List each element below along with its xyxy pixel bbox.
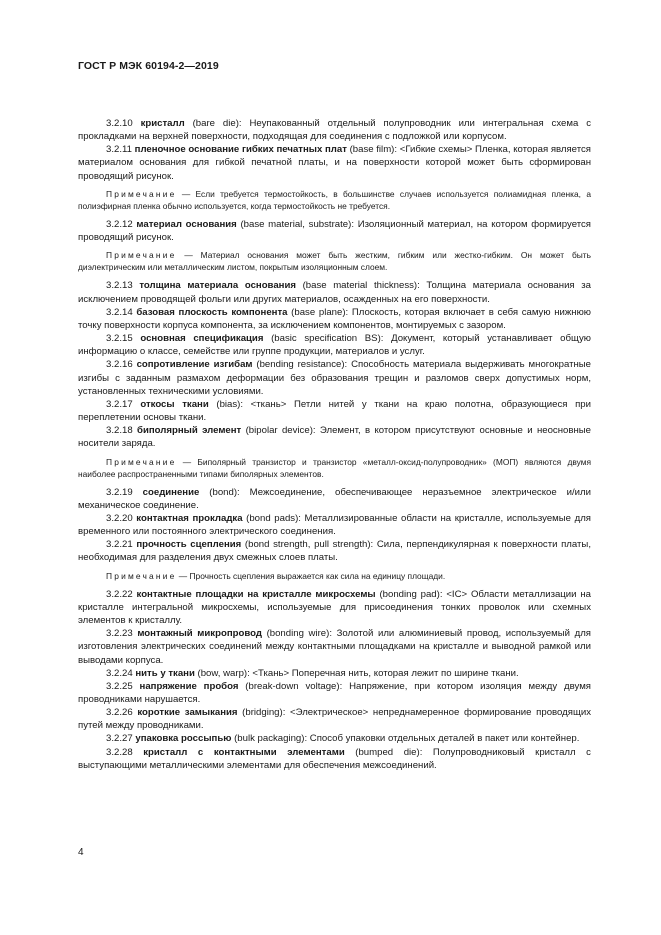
entry-term: базовая плоскость компонента (136, 306, 288, 318)
entry-term: толщина материала основания (139, 280, 296, 292)
entry-definition: (bow, warp): <Ткань> Поперечная нить, которая лежит по ширине ткани. (194, 667, 519, 679)
note-paragraph (78, 456, 591, 480)
definition-entry (78, 512, 591, 538)
entry-definition: (base material thickness): Толщина материала основания за исключением проводящей фольги или других материалов, осажденных на его поверхности. (78, 280, 591, 305)
entry-number: 3.2.15 (106, 333, 133, 345)
entry-definition: (bumped die): Полупроводниковый кристалл с выступающими металлическими элементами для обеспечения межсоединений. (78, 746, 591, 771)
entry-definition: (base material, substrate): Изоляционный материал, на котором формируется проводящий рисунок. (78, 218, 591, 244)
note-text: — Биполярный транзистор и транзистор «металл-оксид-полупроводник» (МОП) являются двумя наиболее распространенными типами биполярных элементов. (78, 456, 591, 479)
entry-definition: (bare die): Неупакованный отдельный полупроводник или интегральная схема с прокладками на верхней поверхности, подходящая для соединения с подложкой или корпусом. (78, 118, 591, 143)
definition-entry (78, 279, 591, 305)
entry-definition: (bipolar device): Элемент, в котором присутствуют основные и неосновные носители заряда. (78, 425, 591, 450)
entry-definition: (base film): <Гибкие схемы> Пленка, которая является материалом основания для гибкой печатной платы, и на поверхности которой может быть сформирован проводящий рисунок. (78, 144, 591, 182)
entry-term: основная спецификация (140, 333, 264, 345)
entry-number: 3.2.21 (106, 539, 133, 551)
entry-definition: (bias): <ткань> Петли нитей у ткани на краю полотна, образующиеся при переплетении основы ткани. (78, 398, 591, 424)
entry-term: материал основания (136, 218, 237, 230)
definition-entry (78, 680, 591, 706)
entry-definition: (bending resistance): Способность материала выдерживать многократные изгибы с заданным размахом деформации без образования трещин и разломов сверх допустимых норм, установленных техническими условиями. (78, 359, 591, 397)
entry-term: сопротивление изгибам (136, 359, 253, 371)
entry-definition: (bridging): <Электрическое> непреднамеренное формирование проводящих путей между проводниками. (78, 707, 591, 732)
entry-term: соединение (142, 486, 200, 498)
definition-entry (78, 486, 591, 512)
entry-number: 3.2.14 (106, 306, 133, 318)
definition-entry (78, 306, 591, 332)
entry-term: контактные площадки на кристалле микросхемы (136, 588, 376, 600)
entry-term: короткие замыкания (137, 707, 238, 719)
entry-number: 3.2.19 (106, 486, 133, 498)
entry-definition: (bond pads): Металлизированные области на кристалле, используемые для временного или постоянного электрического соединения. (78, 513, 591, 538)
definition-entry (78, 143, 591, 182)
definition-entry (78, 398, 591, 424)
entry-definition: (bond strength, pull strength): Сила, перпендикулярная к поверхности платы, необходимая для разделения двух смежных слоев платы. (78, 539, 591, 564)
entry-term: прочность сцепления (136, 539, 242, 551)
page-number: 4 (78, 847, 84, 858)
entry-term: пленочное основание гибких печатных плат (134, 144, 347, 156)
entry-term: упаковка россыпью (135, 733, 232, 745)
entry-term: контактная прокладка (136, 513, 243, 524)
definition-entry (78, 424, 591, 450)
entry-number: 3.2.26 (106, 707, 133, 719)
document-body (78, 117, 591, 772)
entry-number: 3.2.16 (106, 359, 133, 371)
definition-entry (78, 667, 591, 680)
definition-entry (78, 538, 591, 564)
entry-number: 3.2.18 (106, 425, 133, 437)
note-label: Примечание (106, 188, 177, 199)
entry-term: нить у ткани (135, 667, 195, 679)
entry-number: 3.2.17 (106, 398, 133, 410)
entry-number: 3.2.27 (106, 733, 133, 745)
entry-number: 3.2.22 (106, 588, 133, 600)
entry-term: кристалл с контактными элементами (143, 746, 345, 758)
document-header: ГОСТ Р МЭК 60194-2—2019 (78, 60, 219, 72)
entry-term: напряжение пробоя (139, 680, 239, 692)
note-paragraph (78, 249, 591, 273)
definition-entry (78, 746, 591, 772)
entry-number: 3.2.28 (106, 746, 133, 758)
definition-entry (78, 706, 591, 732)
entry-term: кристалл (140, 118, 185, 129)
entry-definition: (bulk packaging): Способ упаковки отдельных деталей в пакет или контейнер. (231, 733, 580, 745)
entry-number: 3.2.11 (106, 144, 132, 156)
note-label: Примечание (106, 250, 177, 261)
note-text: — Материал основания может быть жестким, гибким или жестко-гибким. Он может быть диэлектрическим или металлическим листом, покрытым изоляционным слоем. (78, 250, 591, 273)
entry-definition: (bonding wire): Золотой или алюминиевый провод, используемый для изготовления электрических соединений между контактными площадками на кристалле и выводной рамкой или выводами корпуса. (78, 628, 592, 666)
definition-entry (78, 732, 591, 745)
definition-entry (78, 117, 591, 143)
entry-term: монтажный микропровод (137, 628, 262, 640)
entry-definition: (basic specification BS): Документ, который устанавливает общую информацию о классе, семействе или группе продукции, материалов и услуг. (78, 333, 591, 358)
note-text: — Прочность сцепления выражается как сила на единицу площади. (176, 570, 446, 581)
entry-number: 3.2.23 (106, 628, 133, 640)
entry-number: 3.2.13 (106, 280, 133, 292)
entry-number: 3.2.20 (106, 513, 133, 524)
entry-number: 3.2.24 (106, 667, 133, 679)
entry-number: 3.2.12 (106, 218, 133, 230)
note-paragraph (78, 188, 591, 212)
entry-number: 3.2.10 (106, 118, 133, 129)
entry-term: биполярный элемент (137, 425, 242, 437)
entry-definition: (base plane): Плоскость, которая включает в себя самую нижнюю точку поверхности корпуса компонента, за исключением компонентов, монтируемых с зазором. (78, 306, 591, 331)
note-text: — Если требуется термостойкость, в большинстве случаев используется полиамидная пленка, а полиэфирная пленка обычно используется, когда термостойкость не требуется. (78, 188, 591, 211)
entry-number: 3.2.25 (106, 680, 133, 692)
note-label: Примечание (106, 456, 177, 467)
definition-entry (78, 588, 591, 627)
definition-entry (78, 627, 591, 666)
definition-entry (78, 358, 591, 397)
note-label: Примечание (106, 570, 177, 581)
entry-definition: (bond): Межсоединение, обеспечивающее неразъемное электрическое и/или механическое соединение. (78, 486, 592, 511)
definition-entry (78, 218, 591, 244)
note-paragraph (78, 570, 591, 582)
entry-definition: (break-down voltage): Напряжение, при котором изоляция между двумя проводниками нарушается. (78, 680, 592, 705)
entry-definition: (bonding pad): <IC> Области металлизации на кристалле интегральной микросхемы, используемые для присоединения тонких проволок или схемных элементов к кристаллу. (78, 588, 591, 627)
definition-entry (78, 332, 591, 358)
entry-term: откосы ткани (140, 398, 209, 410)
